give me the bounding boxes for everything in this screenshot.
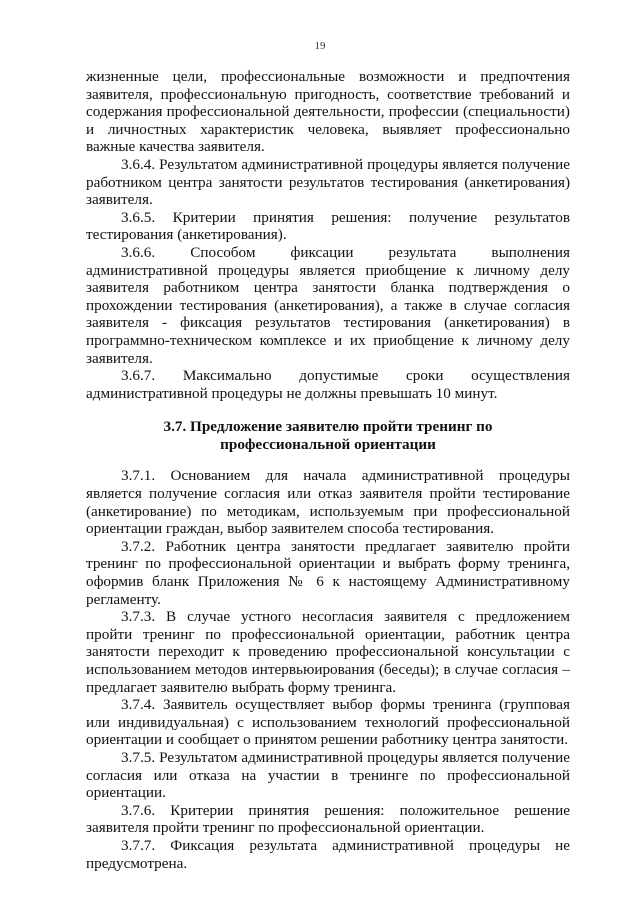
paragraph-cont: жизненные цели, профессиональные возможности и предпочтения заявителя, профессиональную пригодность, соответствие требований и содержания профессиональной деятельности, профессии (специальности) и личностных характеристик человека, выявляет профессионально важные качества заявителя.: [86, 68, 570, 156]
paragraph-373: 3.7.3. В случае устного несогласия заявителя с предложением пройти тренинг по профессиональной ориентации, работник центра занятости переходит к проведению профессиональной консультации с использованием методов интервьюирования (беседы); в случае согласия – предлагает заявителю выбрать форму тренинга.: [86, 608, 570, 696]
paragraph-377: 3.7.7. Фиксация результата административной процедуры не предусмотрена.: [86, 836, 570, 872]
section-heading: 3.7. Предложение заявителю пройти тренинг по профессиональной ориентации: [163, 418, 493, 453]
paragraph-366: 3.6.6. Способом фиксации результата выполнения административной процедуры является приобщение к личному делу заявителя работником центра занятости бланка подтверждения о прохождении тестирования (анкетирования), а также в случае согласия заявителя - фиксация результатов тестирования (анкетирования) в программно-техническом комплексе и их приобщение к личному делу заявителя.: [86, 243, 570, 367]
paragraph-371: 3.7.1. Основанием для начала административной процедуры является получение согласия или отказ заявителя пройти тестирование (анкетирование) по методикам, используемым при профессиональной ориентации граждан, выбор заявителем способа тестирования.: [86, 467, 570, 538]
document-body: [86, 68, 570, 872]
paragraph-367: 3.6.7. Максимально допустимые сроки осуществления административной процедуры не должны превышать 10 минут.: [86, 367, 570, 402]
spacer: [86, 453, 570, 467]
paragraph-374: 3.7.4. Заявитель осуществляет выбор формы тренинга (групповая или индивидуальная) с использованием технологий профессиональной ориентации и сообщает о принятом решении работнику центра занятости.: [86, 696, 570, 749]
paragraph-375: 3.7.5. Результатом административной процедуры является получение согласия или отказа на участии в тренинге по профессиональной ориентации.: [86, 748, 570, 802]
paragraph-372: 3.7.2. Работник центра занятости предлагает заявителю пройти тренинг по профессиональной ориентации и выбрать форму тренинга, оформив бланк Приложения № 6 к настоящему Административному регламенту.: [86, 537, 570, 608]
section-3-7-paragraphs: [86, 467, 570, 872]
paragraph-364: 3.6.4. Результатом административной процедуры является получение работником центра занятости результатов тестирования (анкетирования) заявителя.: [86, 155, 570, 209]
section-3-6-paragraphs: [86, 68, 570, 402]
spacer: [86, 402, 570, 418]
page-number: 19: [314, 40, 326, 52]
paragraph-365: 3.6.5. Критерии принятия решения: получение результатов тестирования (анкетирования).: [86, 208, 570, 244]
paragraph-376: 3.7.6. Критерии принятия решения: положительное решение заявителя пройти тренинг по профессиональной ориентации.: [86, 801, 570, 837]
